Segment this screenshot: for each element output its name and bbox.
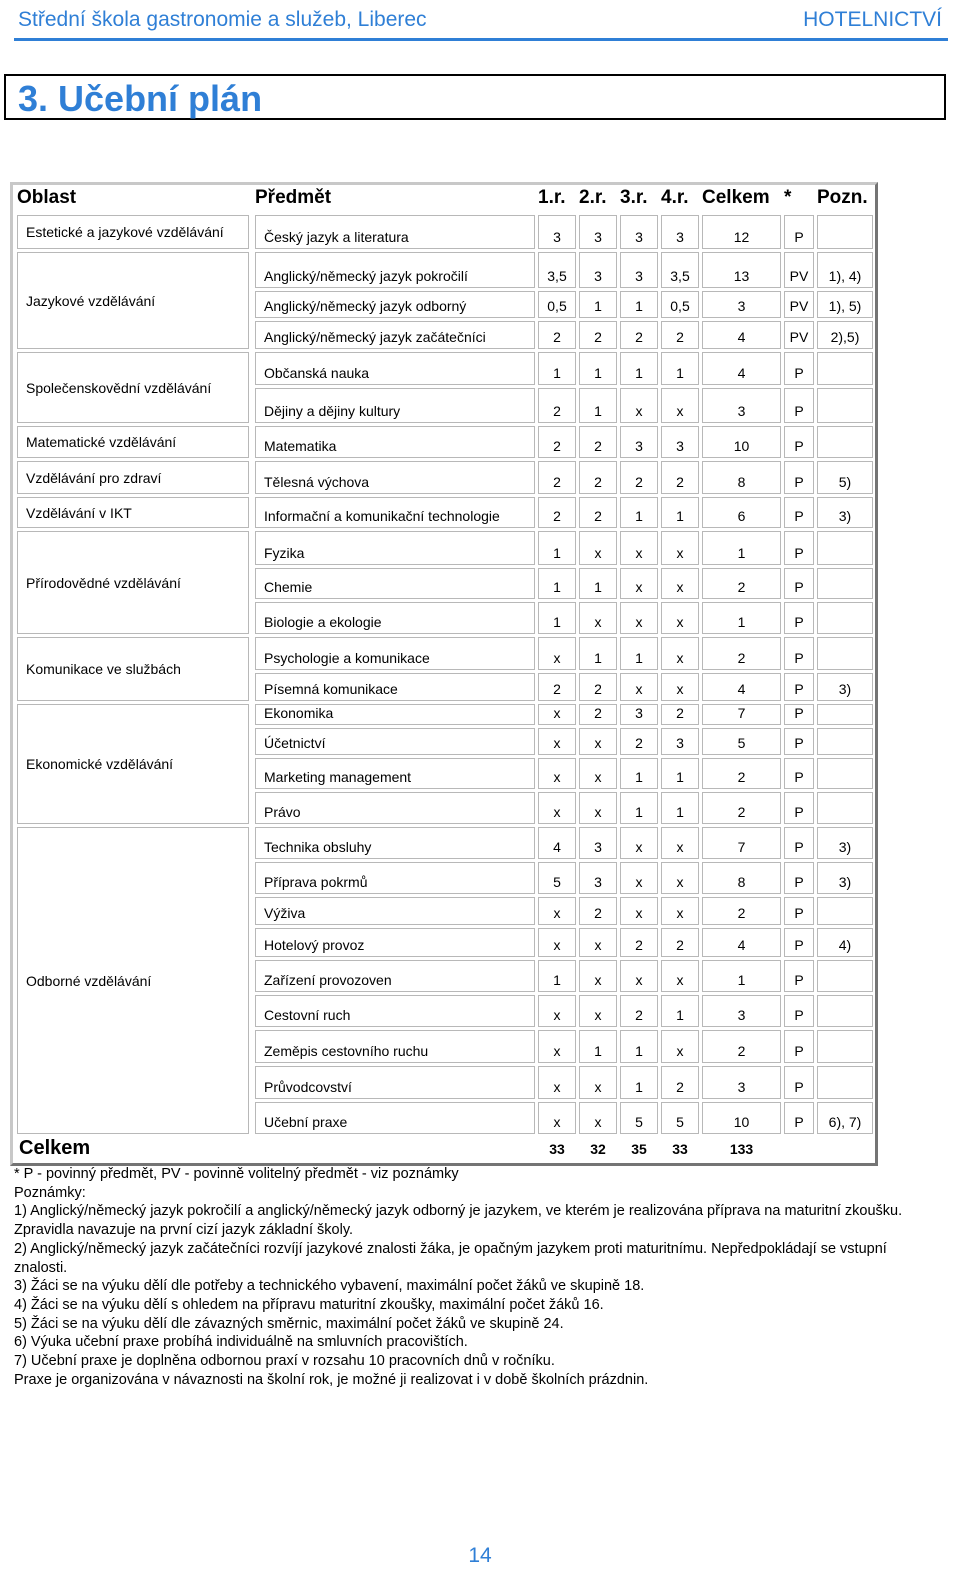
value-cell: 3) bbox=[817, 862, 873, 894]
value-cell: 1 bbox=[620, 1030, 658, 1063]
area-cell: Matematické vzdělávání bbox=[17, 426, 249, 458]
value-cell: 6), 7) bbox=[817, 1102, 873, 1134]
value-cell: 2 bbox=[620, 928, 658, 957]
value-cell: P bbox=[784, 728, 814, 755]
subject-cell: Anglický/německý jazyk začátečníci bbox=[255, 321, 535, 349]
column-header: Celkem bbox=[702, 187, 770, 208]
value-cell: x bbox=[661, 531, 699, 565]
value-cell: 2 bbox=[661, 1066, 699, 1099]
subject-cell: Matematika bbox=[255, 426, 535, 458]
value-cell: x bbox=[579, 728, 617, 755]
value-cell: 1 bbox=[620, 352, 658, 385]
value-cell: 2 bbox=[579, 673, 617, 701]
note-line: 2) Anglický/německý jazyk začátečníci rozvíjí jazykové znalosti žáka, je opačným jazykem proti maturitnímu. Nepředpokládají se vstupní znalosti. bbox=[14, 1240, 887, 1276]
column-header: 4.r. bbox=[661, 187, 689, 208]
subject-cell: Zeměpis cestovního ruchu bbox=[255, 1030, 535, 1063]
value-cell: 7 bbox=[702, 827, 781, 859]
subject-cell: Zařízení provozoven bbox=[255, 960, 535, 992]
value-cell: 3 bbox=[702, 1066, 781, 1099]
value-cell: 1 bbox=[702, 602, 781, 634]
subject-cell: Technika obsluhy bbox=[255, 827, 535, 859]
value-cell: 3 bbox=[620, 215, 658, 249]
area-cell: Vzdělávání v IKT bbox=[17, 497, 249, 528]
value-cell: x bbox=[538, 995, 576, 1027]
value-cell: 2 bbox=[579, 497, 617, 528]
area-cell: Odborné vzdělávání bbox=[17, 827, 249, 1134]
value-cell: P bbox=[784, 531, 814, 565]
value-cell bbox=[817, 531, 873, 565]
value-cell: 4 bbox=[702, 928, 781, 957]
value-cell: x bbox=[661, 388, 699, 423]
value-cell: x bbox=[538, 1102, 576, 1134]
value-cell bbox=[817, 792, 873, 824]
subject-cell: Hotelový provoz bbox=[255, 928, 535, 957]
note-line: 6) Výuka učební praxe probíhá individuálně na smluvních pracovištích. bbox=[14, 1334, 468, 1351]
column-header: 1.r. bbox=[538, 187, 566, 208]
value-cell: x bbox=[620, 827, 658, 859]
value-cell: 2 bbox=[538, 321, 576, 349]
value-cell bbox=[817, 602, 873, 634]
value-cell: 1 bbox=[661, 995, 699, 1027]
value-cell: PV bbox=[784, 252, 814, 288]
value-cell: 1 bbox=[538, 602, 576, 634]
value-cell: 1 bbox=[538, 352, 576, 385]
value-cell: 13 bbox=[702, 252, 781, 288]
value-cell bbox=[817, 1066, 873, 1099]
value-cell: x bbox=[579, 995, 617, 1027]
value-cell: x bbox=[620, 531, 658, 565]
value-cell: 2 bbox=[538, 461, 576, 494]
value-cell: x bbox=[579, 792, 617, 824]
subject-cell: Dějiny a dějiny kultury bbox=[255, 388, 535, 423]
value-cell: x bbox=[620, 897, 658, 925]
value-cell: P bbox=[784, 1030, 814, 1063]
value-cell: 2 bbox=[620, 461, 658, 494]
subject-cell: Český jazyk a literatura bbox=[255, 215, 535, 249]
value-cell: 3 bbox=[620, 252, 658, 288]
column-header: Předmět bbox=[255, 187, 332, 208]
value-cell: 5 bbox=[702, 728, 781, 755]
value-cell bbox=[817, 215, 873, 249]
note-line: 1) Anglický/německý jazyk pokročilí a anglický/německý jazyk odborný je jazykem, ve kterém je realizována příprava na maturitní zkoušku. bbox=[14, 1203, 903, 1220]
subject-cell: Občanská nauka bbox=[255, 352, 535, 385]
value-cell: 2 bbox=[579, 704, 617, 725]
value-cell: P bbox=[784, 461, 814, 494]
value-cell: x bbox=[579, 928, 617, 957]
area-cell: Jazykové vzdělávání bbox=[17, 252, 249, 349]
value-cell: 4) bbox=[817, 928, 873, 957]
column-header: Pozn. bbox=[817, 187, 868, 208]
value-cell: 1 bbox=[538, 531, 576, 565]
value-cell: 1 bbox=[620, 792, 658, 824]
value-cell: x bbox=[538, 792, 576, 824]
field-name: HOTELNICTVÍ bbox=[803, 8, 942, 31]
value-cell: 3 bbox=[620, 426, 658, 458]
subject-cell: Účetnictví bbox=[255, 728, 535, 755]
value-cell: 3) bbox=[817, 673, 873, 701]
value-cell: x bbox=[579, 960, 617, 992]
notes bbox=[14, 1165, 934, 1389]
area-cell: Společenskovědní vzdělávání bbox=[17, 352, 249, 423]
value-cell: P bbox=[784, 704, 814, 725]
value-cell: 1 bbox=[620, 497, 658, 528]
value-cell: 1 bbox=[620, 1066, 658, 1099]
value-cell: x bbox=[538, 1066, 576, 1099]
value-cell: 1 bbox=[579, 388, 617, 423]
subject-cell: Psychologie a komunikace bbox=[255, 637, 535, 670]
value-cell: P bbox=[784, 928, 814, 957]
value-cell: 4 bbox=[538, 827, 576, 859]
value-cell: x bbox=[538, 704, 576, 725]
value-cell: x bbox=[538, 897, 576, 925]
value-cell: 5 bbox=[538, 862, 576, 894]
value-cell: 8 bbox=[702, 461, 781, 494]
note-line: 4) Žáci se na výuku dělí s ohledem na přípravu maturitní zkoušky, maximální počet žáků 16. bbox=[14, 1296, 604, 1313]
value-cell: 2 bbox=[661, 928, 699, 957]
note-line: Praxe je organizována v návaznosti na školní rok, je možné ji realizovat i v době školních prázdnin. bbox=[14, 1371, 649, 1388]
value-cell: x bbox=[661, 637, 699, 670]
value-cell: 2 bbox=[620, 995, 658, 1027]
section-title-box bbox=[4, 74, 946, 120]
value-cell: x bbox=[661, 673, 699, 701]
value-cell: x bbox=[661, 897, 699, 925]
value-cell: 8 bbox=[702, 862, 781, 894]
subject-cell: Právo bbox=[255, 792, 535, 824]
value-cell: x bbox=[620, 568, 658, 599]
value-cell: PV bbox=[784, 291, 814, 318]
value-cell: 3) bbox=[817, 827, 873, 859]
value-cell: 1 bbox=[579, 291, 617, 318]
total-value: 35 bbox=[631, 1141, 647, 1157]
value-cell: x bbox=[579, 758, 617, 789]
value-cell: 3,5 bbox=[661, 252, 699, 288]
subject-cell: Tělesná výchova bbox=[255, 461, 535, 494]
section-title: 3. Učební plán bbox=[18, 78, 263, 119]
value-cell: 2 bbox=[702, 568, 781, 599]
subject-cell: Informační a komunikační technologie bbox=[255, 497, 535, 528]
value-cell: x bbox=[620, 388, 658, 423]
value-cell: P bbox=[784, 792, 814, 824]
total-label: Celkem bbox=[19, 1137, 91, 1159]
value-cell: 2),5) bbox=[817, 321, 873, 349]
value-cell bbox=[817, 426, 873, 458]
column-header: 3.r. bbox=[620, 187, 648, 208]
value-cell: x bbox=[579, 1066, 617, 1099]
value-cell: 10 bbox=[702, 426, 781, 458]
value-cell: 1 bbox=[620, 291, 658, 318]
value-cell: 7 bbox=[702, 704, 781, 725]
value-cell: 3,5 bbox=[538, 252, 576, 288]
subject-cell: Příprava pokrmů bbox=[255, 862, 535, 894]
value-cell: 2 bbox=[661, 321, 699, 349]
value-cell: P bbox=[784, 568, 814, 599]
subject-cell: Průvodcovství bbox=[255, 1066, 535, 1099]
area-cell: Ekonomické vzdělávání bbox=[17, 704, 249, 824]
value-cell: 10 bbox=[702, 1102, 781, 1134]
value-cell: 3 bbox=[702, 995, 781, 1027]
value-cell: 1), 5) bbox=[817, 291, 873, 318]
value-cell: 1 bbox=[661, 497, 699, 528]
value-cell: P bbox=[784, 827, 814, 859]
area-cell: Estetické a jazykové vzdělávání bbox=[17, 215, 249, 249]
value-cell: 2 bbox=[702, 897, 781, 925]
value-cell: 1 bbox=[538, 568, 576, 599]
subject-cell: Anglický/německý jazyk pokročilí bbox=[255, 252, 535, 288]
value-cell bbox=[817, 704, 873, 725]
value-cell: 5 bbox=[620, 1102, 658, 1134]
value-cell: 12 bbox=[702, 215, 781, 249]
value-cell bbox=[817, 388, 873, 423]
value-cell: x bbox=[538, 728, 576, 755]
value-cell: x bbox=[579, 602, 617, 634]
page-header bbox=[14, 4, 948, 41]
value-cell: 3 bbox=[661, 215, 699, 249]
value-cell: 1 bbox=[702, 960, 781, 992]
value-cell: P bbox=[784, 758, 814, 789]
curriculum-table bbox=[10, 182, 878, 1166]
value-cell: P bbox=[784, 637, 814, 670]
value-cell: 0,5 bbox=[661, 291, 699, 318]
area-cell: Vzdělávání pro zdraví bbox=[17, 461, 249, 494]
note-line: Poznámky: bbox=[14, 1184, 86, 1201]
value-cell: 2 bbox=[538, 673, 576, 701]
value-cell bbox=[817, 960, 873, 992]
value-cell: x bbox=[661, 1030, 699, 1063]
value-cell: 1), 4) bbox=[817, 252, 873, 288]
value-cell: 1 bbox=[661, 792, 699, 824]
value-cell: P bbox=[784, 673, 814, 701]
subject-cell: Písemná komunikace bbox=[255, 673, 535, 701]
value-cell: 1 bbox=[661, 352, 699, 385]
value-cell: 3 bbox=[661, 728, 699, 755]
value-cell: 5 bbox=[661, 1102, 699, 1134]
value-cell: x bbox=[661, 960, 699, 992]
value-cell: P bbox=[784, 602, 814, 634]
value-cell: 2 bbox=[661, 704, 699, 725]
value-cell: x bbox=[620, 960, 658, 992]
value-cell: 3 bbox=[538, 215, 576, 249]
value-cell: x bbox=[538, 758, 576, 789]
value-cell: x bbox=[538, 928, 576, 957]
subject-cell: Fyzika bbox=[255, 531, 535, 565]
value-cell: 2 bbox=[702, 637, 781, 670]
value-cell: 1 bbox=[579, 568, 617, 599]
value-cell bbox=[817, 897, 873, 925]
value-cell: 4 bbox=[702, 321, 781, 349]
note-line: 7) Učební praxe je doplněna odbornou praxí v rozsahu 10 pracovních dnů v ročníku. bbox=[14, 1353, 555, 1370]
value-cell: 3 bbox=[579, 215, 617, 249]
value-cell: 2 bbox=[579, 321, 617, 349]
value-cell: x bbox=[661, 602, 699, 634]
value-cell: 1 bbox=[702, 531, 781, 565]
area-cell: Přírodovědné vzdělávání bbox=[17, 531, 249, 634]
school-name: Střední škola gastronomie a služeb, Liberec bbox=[18, 8, 427, 31]
value-cell: P bbox=[784, 388, 814, 423]
value-cell: 2 bbox=[702, 792, 781, 824]
value-cell bbox=[817, 995, 873, 1027]
value-cell: 3 bbox=[579, 862, 617, 894]
value-cell: 2 bbox=[702, 1030, 781, 1063]
value-cell: PV bbox=[784, 321, 814, 349]
note-line: 5) Žáci se na výuku dělí dle závazných směrnic, maximální počet žáků ve skupině 24. bbox=[14, 1315, 564, 1332]
value-cell: P bbox=[784, 1102, 814, 1134]
value-cell: P bbox=[784, 995, 814, 1027]
value-cell bbox=[817, 352, 873, 385]
subject-cell: Výživa bbox=[255, 897, 535, 925]
value-cell bbox=[817, 758, 873, 789]
value-cell: P bbox=[784, 426, 814, 458]
value-cell: 1 bbox=[579, 1030, 617, 1063]
value-cell: 1 bbox=[620, 758, 658, 789]
value-cell bbox=[817, 568, 873, 599]
value-cell: 1 bbox=[579, 637, 617, 670]
value-cell: 1 bbox=[579, 352, 617, 385]
value-cell bbox=[817, 728, 873, 755]
value-cell: 3 bbox=[661, 426, 699, 458]
value-cell: 3 bbox=[702, 388, 781, 423]
column-header: * bbox=[784, 187, 792, 208]
value-cell bbox=[817, 1030, 873, 1063]
value-cell: 2 bbox=[661, 461, 699, 494]
value-cell: 3 bbox=[579, 252, 617, 288]
value-cell: P bbox=[784, 352, 814, 385]
value-cell: P bbox=[784, 862, 814, 894]
value-cell: P bbox=[784, 1066, 814, 1099]
value-cell: 3 bbox=[579, 827, 617, 859]
value-cell: 2 bbox=[579, 897, 617, 925]
value-cell: P bbox=[784, 497, 814, 528]
value-cell: 0,5 bbox=[538, 291, 576, 318]
value-cell: 4 bbox=[702, 673, 781, 701]
value-cell: 2 bbox=[538, 388, 576, 423]
subject-cell: Učební praxe bbox=[255, 1102, 535, 1134]
total-value: 33 bbox=[672, 1141, 688, 1157]
value-cell: 2 bbox=[579, 461, 617, 494]
value-cell: 1 bbox=[538, 960, 576, 992]
page-number: 14 bbox=[468, 1544, 492, 1567]
value-cell: 4 bbox=[702, 352, 781, 385]
value-cell: 6 bbox=[702, 497, 781, 528]
value-cell: x bbox=[661, 568, 699, 599]
column-header: Oblast bbox=[17, 187, 77, 208]
area-cell: Komunikace ve službách bbox=[17, 637, 249, 701]
value-cell: 3 bbox=[620, 704, 658, 725]
subject-cell: Ekonomika bbox=[255, 704, 535, 725]
value-cell: 1 bbox=[620, 637, 658, 670]
subject-cell: Anglický/německý jazyk odborný bbox=[255, 291, 535, 318]
column-header: 2.r. bbox=[579, 187, 607, 208]
subject-cell: Biologie a ekologie bbox=[255, 602, 535, 634]
value-cell: P bbox=[784, 215, 814, 249]
note-line: 3) Žáci se na výuku dělí dle potřeby a technického vybavení, maximální počet žáků ve skupině 18. bbox=[14, 1278, 645, 1295]
value-cell: x bbox=[620, 673, 658, 701]
subject-cell: Marketing management bbox=[255, 758, 535, 789]
note-line: * P - povinný předmět, PV - povinně volitelný předmět - viz poznámky bbox=[14, 1166, 459, 1182]
subject-cell: Chemie bbox=[255, 568, 535, 599]
value-cell bbox=[817, 637, 873, 670]
value-cell: x bbox=[538, 637, 576, 670]
total-value: 32 bbox=[590, 1141, 606, 1157]
value-cell: 2 bbox=[620, 728, 658, 755]
value-cell: x bbox=[579, 531, 617, 565]
value-cell: x bbox=[620, 602, 658, 634]
value-cell: 5) bbox=[817, 461, 873, 494]
value-cell: 2 bbox=[579, 426, 617, 458]
value-cell: x bbox=[579, 1102, 617, 1134]
value-cell: x bbox=[620, 862, 658, 894]
value-cell: 3 bbox=[702, 291, 781, 318]
note-line: Zpravidla navazuje na první cizí jazyk základní školy. bbox=[14, 1222, 354, 1239]
value-cell: P bbox=[784, 960, 814, 992]
subject-cell: Cestovní ruch bbox=[255, 995, 535, 1027]
value-cell: P bbox=[784, 897, 814, 925]
value-cell: 3) bbox=[817, 497, 873, 528]
total-value: 33 bbox=[549, 1141, 565, 1157]
value-cell: x bbox=[661, 827, 699, 859]
value-cell: x bbox=[661, 862, 699, 894]
value-cell: 2 bbox=[620, 321, 658, 349]
value-cell: 2 bbox=[538, 497, 576, 528]
value-cell: 2 bbox=[538, 426, 576, 458]
value-cell: 1 bbox=[661, 758, 699, 789]
total-value: 133 bbox=[729, 1141, 754, 1157]
value-cell: x bbox=[538, 1030, 576, 1063]
value-cell: 2 bbox=[702, 758, 781, 789]
